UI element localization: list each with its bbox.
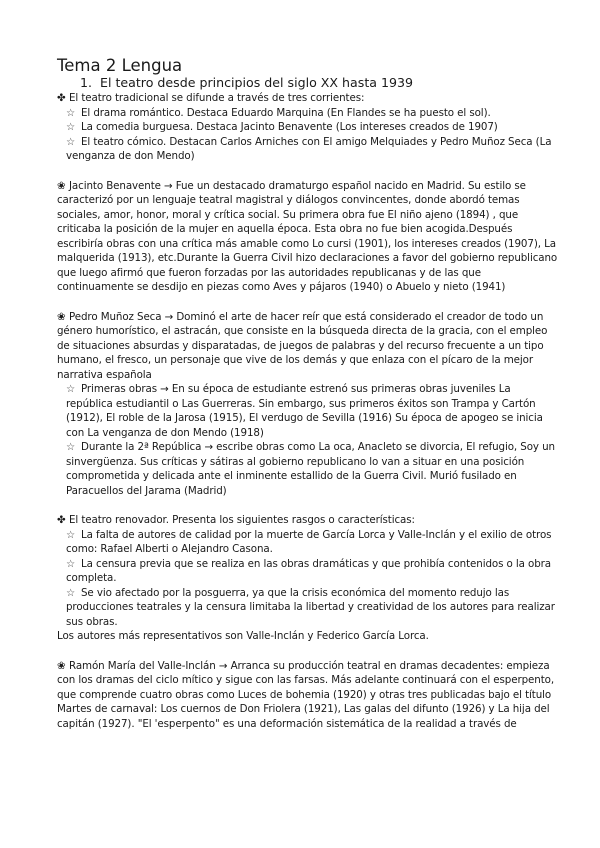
valle-paragraph xyxy=(57,659,560,732)
star-bullet-icon: ☆ xyxy=(66,383,76,395)
list-item xyxy=(57,120,560,135)
section-number: 1. xyxy=(80,75,93,90)
benavente-text: Jacinto Benavente → Fue un destacado dramaturgo español nacido en Madrid. Su estilo se caracterizó por un lenguaje teatral magistral y diálogos convincentes, donde abordó temas sociales, amor, honor, moral y crítica social. Su primera obra fue El niño ajeno (1894) , que criticaba la posición de la mujer en aquella época. Esta obra no fue bien acogida.Después escribiría obras con una crítica más amable como Lo cursi (1901), los intereses creados (1907), La malquerida (1913), etc.Durante la Guerra Civil hizo declaraciones a favor del gobierno republicano que luego afirmó que fueron forzadas por las autoridades republicanas y de las que continuamente se desdijo en piezas como Aves y pájaros (1940) o Abuelo y nieto (1941) xyxy=(57,179,558,293)
star-bullet-icon: ☆ xyxy=(66,135,76,148)
list-item-text: Durante la 2ª República → escribe obras como La oca, Anacleto se divorcia, El refugio, Soy un sinvergüenza. Sus críticas y sátiras al gobierno republicano lo van a situar en una posición comprometida y delicada ante el inminente estallido de la Guerra Civil. Murió fusilado en Paracuellos del Jarama (Madrid) xyxy=(66,441,555,497)
list-item-text: La censura previa que se realiza en las obras dramáticas y que prohibía contenidos o la obra completa. xyxy=(66,557,552,584)
spacer xyxy=(57,644,560,659)
list-item-text: La falta de autores de calidad por la muerte de García Lorca y Valle-Inclán y el exilio de otros como: Rafael Alberti o Alejandro Casona. xyxy=(66,528,552,555)
page-title: Tema 2 Lengua xyxy=(57,56,183,75)
cross-bullet-icon: ✤ xyxy=(57,92,66,104)
list-item-text: La comedia burguesa. Destaca Jacinto Benavente (Los intereses creados de 1907) xyxy=(81,121,498,133)
flower-bullet-icon: ❀ xyxy=(57,310,66,323)
list-item-text: Se vio afectado por la posguerra, ya que la crisis económica del momento redujo las producciones teatrales y la censura limitaba la libertad y creatividad de los autores para realizar sus obras. xyxy=(66,586,555,628)
list-item xyxy=(57,557,560,586)
list-item xyxy=(57,382,560,440)
star-bullet-icon: ☆ xyxy=(66,106,76,119)
list-item xyxy=(57,528,560,557)
list-item-text: El drama romántico. Destaca Eduardo Marquina (En Flandes se ha puesto el sol). xyxy=(81,106,491,119)
section-heading xyxy=(80,75,560,91)
star-bullet-icon: ☆ xyxy=(66,441,76,453)
list-item xyxy=(57,106,560,121)
munoz-text: Pedro Muñoz Seca → Dominó el arte de hacer reír que está considerado el creador de todo un género humorístico, el astracán, que consiste en la búsqueda directa de la gracia, con el empleo de situaciones absurdas y disparatadas, de juegos de palabras y del recurso frecuente a un tipo humano, el fresco, un personaje que vive de los demás y que enlaza con el pícaro de la mejor narrativa española xyxy=(57,310,548,381)
renovador-lead: El teatro renovador. Presenta los siguientes rasgos o características: xyxy=(69,514,415,526)
star-bullet-icon: ☆ xyxy=(66,557,76,570)
list-item xyxy=(57,586,560,630)
valle-text: Ramón María del Valle-Inclán → Arranca su producción teatral en dramas decadentes: empieza con los dramas del ciclo mítico y sigue con las farsas. Más adelante continuará con el esperpento, que comprende cuatro obras como Luces de bohemia (1920) y otras tres publicadas bajo el título Martes de carnaval: Los cuernos de Don Friolera (1921), Las galas del difunto (1926) y La hija del capitán (1927). "El 'esperpento" es una deformación sistemática de la realidad a través de xyxy=(57,659,555,730)
cross-bullet-icon: ✤ xyxy=(57,514,66,526)
renovador-paragraph xyxy=(57,513,560,528)
star-bullet-icon: ☆ xyxy=(66,121,76,133)
flower-bullet-icon: ❀ xyxy=(57,659,66,672)
section-heading-text: El teatro desde principios del siglo XX hasta 1939 xyxy=(100,75,414,90)
spacer xyxy=(57,295,560,310)
renovador-closing: Los autores más representativos son Valle-Inclán y Federico García Lorca. xyxy=(57,630,429,642)
list-item xyxy=(57,135,560,164)
munoz-paragraph xyxy=(57,310,560,383)
document-body xyxy=(57,91,560,731)
benavente-paragraph xyxy=(57,179,560,295)
list-item xyxy=(57,440,560,498)
spacer xyxy=(57,498,560,513)
list-item-text: Primeras obras → En su época de estudiante estrenó sus primeras obras juveniles La república estudiantil o Las Guerreras. Sin embargo, sus primeros éxitos son Trampa y Cartón (1912), El roble de la Jarosa (1915), El verdugo de Sevilla (1916) Su época de apogeo se inicia con La venganza de don Mendo (1918) xyxy=(66,383,543,439)
star-bullet-icon: ☆ xyxy=(66,528,76,541)
intro-paragraph xyxy=(57,91,560,106)
flower-bullet-icon: ❀ xyxy=(57,179,66,192)
intro-lead: El teatro tradicional se difunde a través de tres corrientes: xyxy=(69,92,365,104)
spacer xyxy=(57,164,560,179)
list-item-text: El teatro cómico. Destacan Carlos Arniches con El amigo Melquiades y Pedro Muñoz Seca (La venganza de don Mendo) xyxy=(66,135,552,162)
star-bullet-icon: ☆ xyxy=(66,586,76,599)
